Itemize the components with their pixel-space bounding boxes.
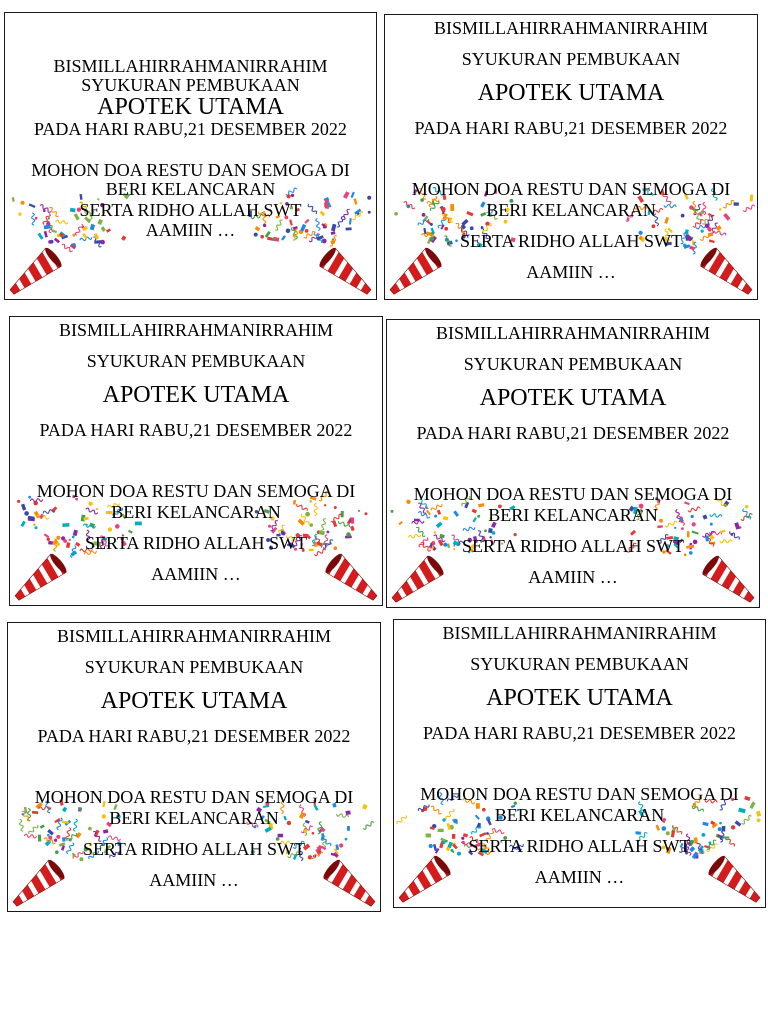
event-title: SYUKURAN PEMBUKAAN: [81, 75, 300, 95]
business-name: APOTEK UTAMA: [97, 94, 284, 120]
event-date: PADA HARI RABU,21 DESEMBER 2022: [414, 118, 728, 138]
greeting-text: BISMILLAHIRRAHMANIRRAHIM: [433, 18, 708, 38]
invitation-card: [4, 12, 377, 300]
prayer-line: SERTA RIDHO ALLAH SWT: [462, 536, 684, 556]
event-date: PADA HARI RABU,21 DESEMBER 2022: [423, 723, 736, 743]
business-name: APOTEK UTAMA: [477, 80, 665, 106]
prayer-line: BERI KELANCARAN: [105, 179, 276, 199]
event-date: PADA HARI RABU,21 DESEMBER 2022: [34, 119, 347, 139]
greeting-text: BISMILLAHIRRAHMANIRRAHIM: [56, 626, 331, 646]
invitation-card: [393, 619, 766, 908]
invitation-card: [9, 316, 383, 606]
prayer-line: SERTA RIDHO ALLAH SWT: [85, 533, 307, 553]
event-date: PADA HARI RABU,21 DESEMBER 2022: [39, 420, 353, 440]
event-title: SYUKURAN PEMBUKAAN: [84, 657, 304, 677]
event-title: SYUKURAN PEMBUKAAN: [461, 49, 681, 69]
closing-text: AAMIIN …: [526, 262, 616, 282]
event-date: PADA HARI RABU,21 DESEMBER 2022: [37, 726, 351, 746]
event-title: SYUKURAN PEMBUKAAN: [470, 654, 689, 674]
event-title: SYUKURAN PEMBUKAAN: [463, 354, 683, 374]
prayer-line: MOHON DOA RESTU DAN SEMOGA DI: [411, 179, 731, 199]
popper-cone: [317, 246, 376, 300]
business-name: APOTEK UTAMA: [100, 688, 288, 714]
business-name: APOTEK UTAMA: [102, 382, 290, 408]
invitation-card: [384, 14, 758, 300]
prayer-line: SERTA RIDHO ALLAH SWT: [468, 836, 691, 856]
prayer-line: BERI KELANCARAN: [109, 808, 279, 828]
prayer-line: SERTA RIDHO ALLAH SWT: [83, 839, 305, 859]
prayer-line: MOHON DOA RESTU DAN SEMOGA DI: [34, 787, 354, 807]
event-title: SYUKURAN PEMBUKAAN: [86, 351, 306, 371]
prayer-line: BERI KELANCARAN: [494, 805, 665, 825]
business-name: APOTEK UTAMA: [479, 385, 667, 411]
invitation-card: [7, 622, 381, 912]
greeting-text: BISMILLAHIRRAHMANIRRAHIM: [58, 320, 333, 340]
greeting-text: BISMILLAHIRRAHMANIRRAHIM: [442, 623, 717, 643]
closing-text: AAMIIN …: [528, 567, 618, 587]
closing-text: AAMIIN …: [151, 564, 241, 584]
closing-text: AAMIIN …: [534, 867, 625, 887]
prayer-line: BERI KELANCARAN: [488, 505, 658, 525]
prayer-line: MOHON DOA RESTU DAN SEMOGA DI: [36, 481, 356, 501]
prayer-line: MOHON DOA RESTU DAN SEMOGA DI: [413, 484, 733, 504]
invitation-card: [386, 319, 760, 608]
prayer-line: SERTA RIDHO ALLAH SWT: [460, 231, 682, 251]
greeting-text: BISMILLAHIRRAHMANIRRAHIM: [435, 323, 710, 343]
prayer-line: BERI KELANCARAN: [111, 502, 281, 522]
closing-text: AAMIIN …: [145, 220, 236, 240]
popper-cone: [4, 246, 63, 300]
greeting-text: BISMILLAHIRRAHMANIRRAHIM: [53, 56, 328, 76]
prayer-line: SERTA RIDHO ALLAH SWT: [79, 200, 302, 220]
prayer-line: MOHON DOA RESTU DAN SEMOGA DI: [420, 784, 739, 804]
prayer-line: MOHON DOA RESTU DAN SEMOGA DI: [31, 160, 350, 180]
closing-text: AAMIIN …: [149, 870, 239, 890]
business-name: APOTEK UTAMA: [486, 685, 673, 711]
event-date: PADA HARI RABU,21 DESEMBER 2022: [416, 423, 730, 443]
prayer-line: BERI KELANCARAN: [486, 200, 656, 220]
